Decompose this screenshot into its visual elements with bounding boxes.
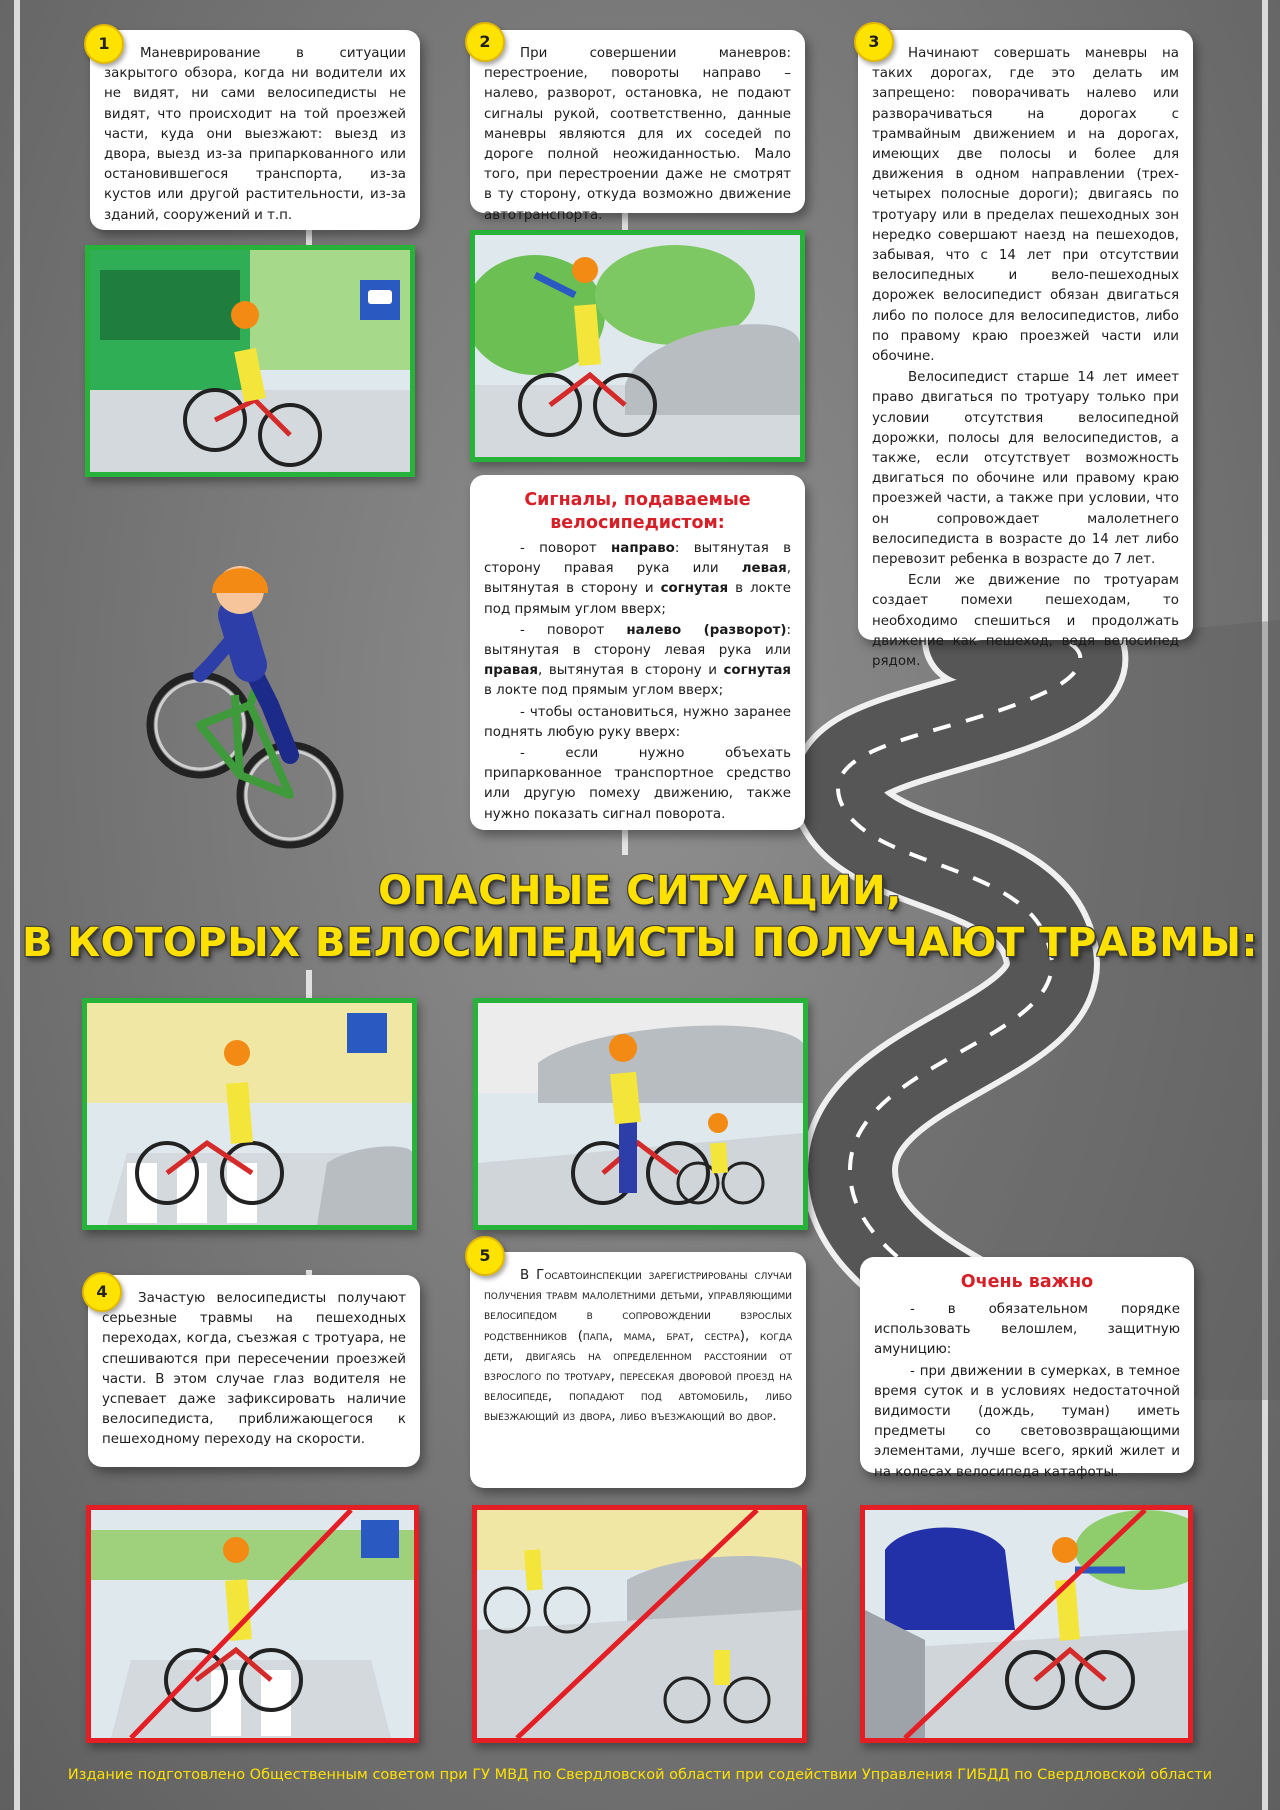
card-paragraph: Если же движение по тротуарам создает помехи пешеходам, то необходимо спешиться и продолжать движение как пешеход, ведя велосипед рядом.	[872, 573, 1179, 670]
bus-icon	[368, 290, 392, 304]
publisher-footer: Издание подготовлено Общественным советом при ГУ МВД по Свердловской области при содействии Управления ГИБДД по Свердловской области	[67, 1767, 1213, 1783]
card-text: Зачастую велосипедисты получают серьезные травмы на пешеходных переходах, когда, съезжая с тротуара, не спешиваются при пересечении проезжей части. В этом случае глаз водителя не успевает даже зафиксировать наличие велосипедиста, приближающегося к пешеходному переходу на скорости.	[102, 1291, 406, 1448]
cyclist-wheelie-illustration	[140, 555, 360, 855]
card-forbidden-manoeuvres	[858, 30, 1193, 670]
pedestrian-crossing-icon	[347, 1013, 387, 1053]
card-text: При совершении маневров: перестроение, повороты направо – налево, разворот, остановка, не подают сигналы рукой, соответственно, данные маневры являются для их соседей по дороге полной неожиданностью. Мало того, при перестроении даже не смотрят в ту сторону, откуда возможно движение автотранспорта.	[484, 46, 791, 223]
card-cyclist-signals	[470, 475, 805, 830]
signals-title	[484, 489, 791, 535]
card-children-accompanied	[470, 1252, 806, 1488]
number-badge: 5	[465, 1236, 505, 1276]
signals-title-line1: Сигналы, подаваемые	[524, 490, 751, 510]
illustration-hand-signal	[470, 230, 805, 462]
signal-detour: - если нужно объехать припаркованное транспортное средство или другую помеху движению, также нужно показать сигнал поворота.	[484, 746, 791, 822]
card-paragraph: Начинают совершать маневры на таких дорогах, где это делать им запрещено: поворачивать налево или разворачиваться на дорогах с трамвайным движением и на дорогах, имеющих две полосы и более для движения в одном направлении (трех-четырех полосные дороги); двигаясь по тротуару или в пределах пешеходных зон нередко совершают наезд на пешеходов, забывая, что с 14 лет при отсутствии велосипедных и вело-пешеходных дорожек велосипедист обязан двигаться либо по полосе для велосипедистов, либо по правому краю проезжей части или обочине.	[872, 46, 1179, 365]
page-headline	[0, 865, 1280, 969]
illustration-crosswalk-walking	[82, 998, 417, 1230]
card-no-signals	[470, 30, 805, 223]
signal-left-turn: - поворот налево (разворот): вытянутая в сторону левая рука или правая, вытянутая в сторону и согнутая в локте под прямым углом вверх;	[484, 622, 791, 699]
important-title: Очень важно	[960, 1272, 1094, 1292]
number-badge: 1	[84, 24, 124, 64]
number-badge: 3	[854, 22, 894, 62]
card-closed-view	[90, 30, 420, 230]
illustration-wrong-yard-exit	[472, 1505, 807, 1743]
important-reflectors: - при движении в сумерках, в темное время суток и в условиях недостаточной видимости (дождь, туман) иметь предметы со световозвращающими элементами, лучше всего, яркий жилет и на колесах велосипеда катафоты.	[874, 1363, 1180, 1480]
illustration-wrong-dark-car	[860, 1505, 1193, 1743]
illustration-adult-with-child	[473, 998, 808, 1230]
headline-line2: В КОТОРЫХ ВЕЛОСИПЕДИСТЫ ПОЛУЧАЮТ ТРАВМЫ:	[22, 920, 1258, 966]
pedestrian-crossing-icon	[361, 1520, 399, 1558]
signals-title-line2: велосипедистом:	[550, 513, 725, 533]
signal-right-turn: - поворот направо: вытянутая в сторону правая рука или левая, вытянутая в сторону и согнутая в локте под прямым углом вверх;	[484, 541, 792, 617]
headline-line1: ОПАСНЫЕ СИТУАЦИИ,	[378, 868, 902, 914]
number-badge: 2	[465, 22, 505, 62]
number-badge: 4	[82, 1272, 122, 1312]
card-crosswalk-danger	[88, 1275, 420, 1467]
illustration-wrong-crosswalk-riding	[86, 1505, 419, 1743]
card-text: В Госавтоинспекции зарегистрированы случаи получения травм малолетними детьми, управляющими велосипедом в сопровождении взрослых родственников (папа, мама, брат, сестра), когда дети, двигаясь на определенном расстоянии от взрослого по тротуару, пересекая дворовой проезд на велосипеде, попадают под автомобиль, либо выезжающий из двора, либо въезжающий во двор.	[484, 1268, 792, 1425]
signal-stop: - чтобы остановиться, нужно заранее поднять любую руку вверх:	[484, 704, 791, 740]
important-helmet: - в обязательном порядке использовать велошлем, защитную амуницию:	[874, 1302, 1180, 1358]
illustration-bus-exit	[85, 245, 415, 477]
card-paragraph: Велосипедист старше 14 лет имеет право двигаться по тротуару только при условии отсутствия велосипедной дорожки, полосы для велосипедистов, а также, если отсутствует возможность двигаться по обочине или правому краю проезжей части, а также при условии, что он сопровождает малолетнего велосипедиста в возрасте до 14 лет либо перевозит ребенка в возрасте до 7 лет.	[872, 370, 1179, 568]
card-text: Маневрирование в ситуации закрытого обзора, когда ни водители их не видят, ни сами велосипедисты не видят, что происходит на той проезжей части, куда они выезжают: выезд из двора, выезд из-за припаркованного или остановившегося транспорта, из-за кустов или другой растительности, из-за зданий, сооружений и т.п.	[104, 46, 406, 223]
card-very-important	[860, 1257, 1194, 1480]
